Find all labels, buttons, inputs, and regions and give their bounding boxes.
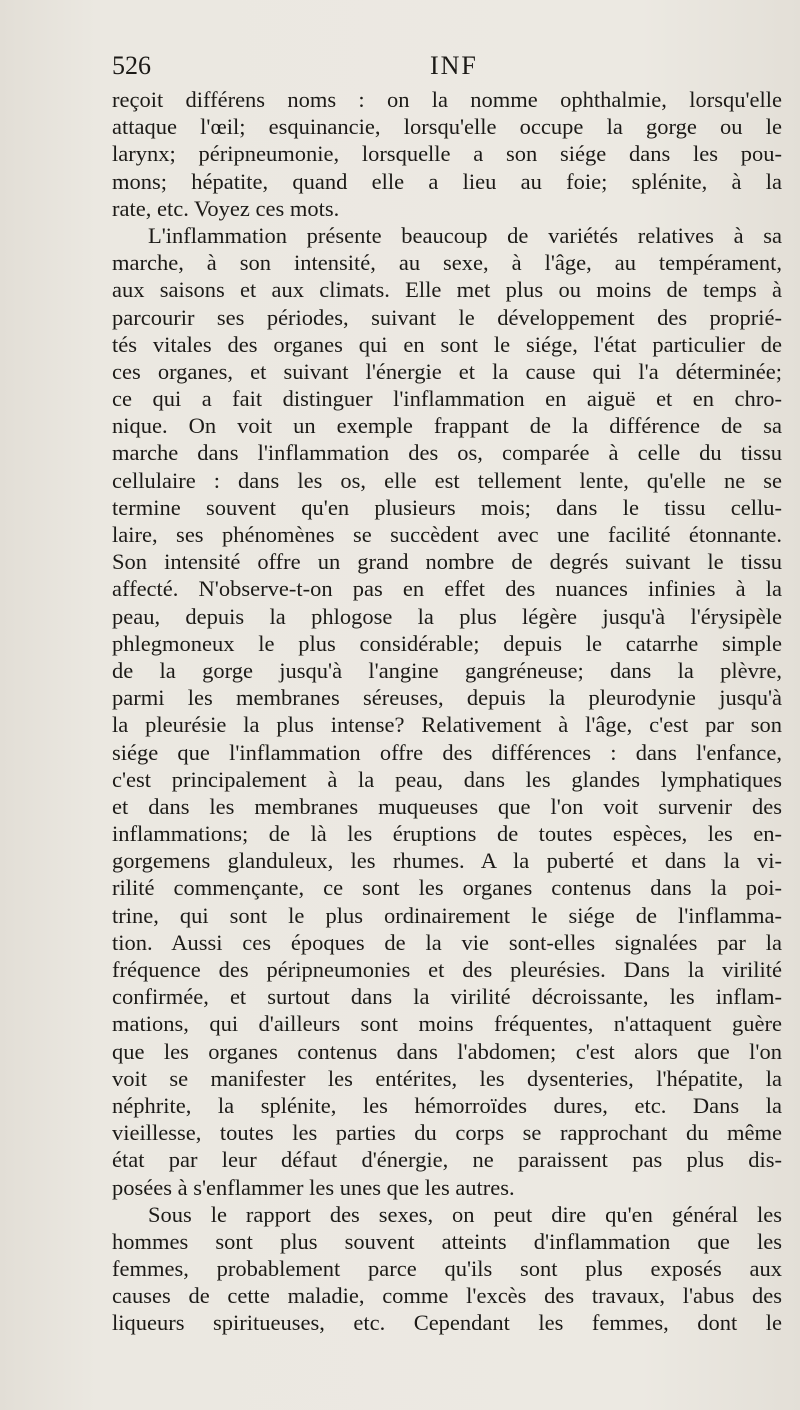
text-line: parmi les membranes séreuses, depuis la pleurodynie jusqu'à <box>112 685 782 711</box>
text-line: ces organes, et suivant l'énergie et la cause qui l'a déterminée; <box>112 358 782 384</box>
text-line: termine souvent qu'en plusieurs mois; dans le tissu cellu- <box>112 494 782 520</box>
body-text <box>112 86 782 1337</box>
text-line: Sous le rapport des sexes, on peut dire qu'en général les <box>148 1201 782 1227</box>
text-line: et dans les membranes muqueuses que l'on voit survenir des <box>112 793 782 819</box>
text-line: liqueurs spiritueuses, etc. Cependant les femmes, dont le <box>112 1310 782 1336</box>
text-line: la pleurésie la plus intense? Relativement à l'âge, c'est par son <box>112 712 782 738</box>
text-line: larynx; péripneumonie, lorsquelle a son siége dans les pou- <box>112 141 782 167</box>
text-line: tion. Aussi ces époques de la vie sont-elles signalées par la <box>112 929 782 955</box>
page-number: 526 <box>112 51 151 80</box>
text-line: vieillesse, toutes les parties du corps se rapprochant du même <box>112 1120 782 1146</box>
text-line: phlegmoneux le plus considérable; depuis le catarrhe simple <box>112 630 782 656</box>
text-line: c'est principalement à la peau, dans les glandes lymphatiques <box>112 766 782 792</box>
text-line: parcourir ses périodes, suivant le développement des proprié- <box>112 304 782 330</box>
text-line: rate, etc. Voyez ces mots. <box>112 195 340 221</box>
text-line: causes de cette maladie, comme l'excès des travaux, l'abus des <box>112 1283 782 1309</box>
text-line: rilité commençante, ce sont les organes contenus dans la poi- <box>112 875 782 901</box>
text-line: siége que l'inflammation offre des différences : dans l'enfance, <box>112 739 782 765</box>
text-line: trine, qui sont le plus ordinairement le siége de l'inflamma- <box>112 902 782 928</box>
text-line: L'inflammation présente beaucoup de variétés relatives à sa <box>148 222 782 248</box>
text-line: confirmée, et surtout dans la virilité décroissante, les inflam- <box>112 984 782 1010</box>
text-line: de la gorge jusqu'à l'angine gangréneuse; dans la plèvre, <box>112 657 782 683</box>
text-line: mations, qui d'ailleurs sont moins fréquentes, n'attaquent guère <box>112 1011 782 1037</box>
text-line: cellulaire : dans les os, elle est tellement lente, qu'elle ne se <box>112 467 782 493</box>
text-line: aux saisons et aux climats. Elle met plus ou moins de temps à <box>112 277 782 303</box>
text-line: marche dans l'inflammation des os, comparée à celle du tissu <box>112 440 782 466</box>
text-line: Son intensité offre un grand nombre de degrés suivant le tissu <box>112 549 782 575</box>
text-line: laire, ses phénomènes se succèdent avec une facilité étonnante. <box>112 522 782 547</box>
text-line: hommes sont plus souvent atteints d'inflammation que les <box>112 1228 782 1254</box>
text-line: affecté. N'observe-t-on pas en effet des nuances infinies à la <box>112 576 782 602</box>
text-line: que les organes contenus dans l'abdomen; c'est alors que l'on <box>112 1038 782 1064</box>
text-line: état par leur défaut d'énergie, ne paraissent pas plus dis- <box>112 1147 782 1173</box>
text-line: tés vitales des organes qui en sont le siége, l'état particulier de <box>112 331 782 357</box>
page-header <box>112 46 782 86</box>
text-line: reçoit différens noms : on la nomme ophthalmie, lorsqu'elle <box>112 87 782 112</box>
running-head: INF <box>430 51 478 80</box>
text-line: voit se manifester les entérites, les dysenteries, l'hépatite, la <box>112 1065 782 1091</box>
text-line: ce qui a fait distinguer l'inflammation en aiguë et en chro- <box>112 386 782 412</box>
text-line: femmes, probablement parce qu'ils sont plus exposés aux <box>112 1256 782 1282</box>
text-line: peau, depuis la phlogose la plus légère jusqu'à l'érysipèle <box>112 603 782 629</box>
text-line: posées à s'enflammer les unes que les autres. <box>112 1174 515 1200</box>
text-line: attaque l'œil; esquinancie, lorsqu'elle occupe la gorge ou le <box>112 114 782 140</box>
text-line: fréquence des péripneumonies et des pleurésies. Dans la virilité <box>112 957 782 982</box>
text-line: mons; hépatite, quand elle a lieu au foie; splénite, à la <box>112 168 782 194</box>
text-line: marche, à son intensité, au sexe, à l'âge, au tempérament, <box>112 250 782 276</box>
text-line: néphrite, la splénite, les hémorroïdes dures, etc. Dans la <box>112 1092 782 1118</box>
text-line: nique. On voit un exemple frappant de la différence de sa <box>112 413 782 439</box>
text-line: inflammations; de là les éruptions de toutes espèces, les en- <box>112 821 782 847</box>
text-line: gorgemens glanduleux, les rhumes. A la puberté et dans la vi- <box>112 848 782 874</box>
